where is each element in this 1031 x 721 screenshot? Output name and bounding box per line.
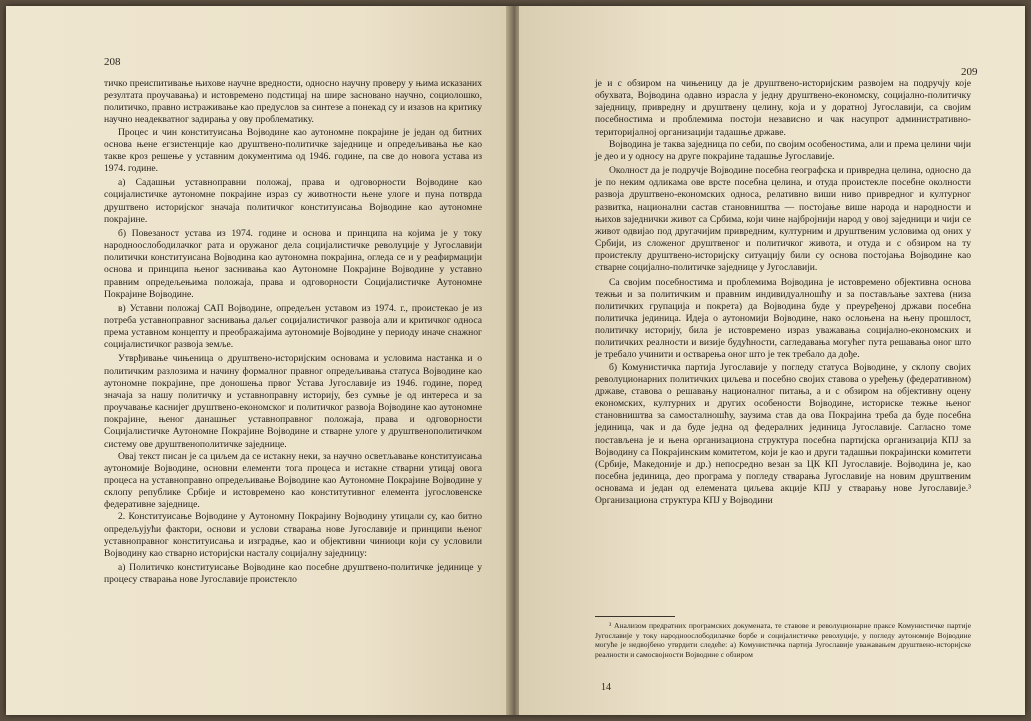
paragraph: 2. Конституисање Војводине у Аутономну Покрајину Војводину утицали су, као битно опредељујући фактори, основи и услови стварања нове Југославије и принципи њеног уставноправног конституисања и изградње, као и објективни чиниоци који су условили Војводину као стварно историјски насталу социјалну заједницу: — [104, 511, 482, 559]
book-spread — [6, 6, 1025, 715]
left-page — [6, 6, 512, 715]
paragraph: а) Политичко конституисање Војводине као посебне друштвено-политичке јединице у процесу стварања нове Југославије проистекло — [104, 562, 482, 586]
left-page-body — [104, 78, 482, 586]
paragraph: је и с обзиром на чињеницу да је друштвено-историјским развојем на подручју које обухвата, Војводина одавно израсла у једну друштвено-економску, социјално-политичку заједницу, привредну и друштвену целину, која и у доратној Југославији, са својим посебностима и проблемима постоји независно и чак насупрот административно-територијалној организацији тадашње државе. — [595, 78, 971, 138]
paragraph: Овај текст писан је са циљем да се истакну неки, за научно осветљавање конституисања аутономије Војводине, основни елементи тога процеса и истакне стварни утицај овога процеса на уставноправно опредељивање Војводине као Аутономне Покрајине Војводине у склопу републике Србије и истовремено као конститутивног елемента југословенске федеративне заједнице. — [104, 450, 482, 511]
paragraph: Околност да је подручје Војводине посебна географска и привредна целина, односно да је по неким одликама ове врсте посебна целина, и отуда проистекле посебне околности развоја друштвено-економских односа, релативно виши ниво привредног и културног развитка, национални састав становништва — постојање више народа и народности и њихов заједнички живот са Србима, који чине најбројнији народ у овој заједници и чији се живот одвијао под другачијим привредним, културним и друштвеним условима од оних у Србији, из сложеног друштвеног и политичког живота, и отуда и с обзиром на ту проистеклу друштвено-историјску ситуацију били су основа постојања Војводине као стварне социјално-политичке заједнице у Југославији. — [595, 165, 971, 274]
paragraph: в) Уставни положај САП Војводине, опредељен уставом из 1974. г., проистекао је из потреба уставноправног заснивања даљег социјалистичког развоја али и критичког односа према уставном концепту и преображајима аутономије Војводине у периоду иначе снажног социјалистичког развоја земље. — [104, 302, 482, 351]
right-page — [519, 6, 1025, 715]
paragraph: а) Садашњи уставноправни положај, права и одговорности Војводине као социјалистичке аутономне покрајине израз су животности њене улоге и пуна потврда друштвено историјског значаја политичког конституисања Војводине као аутономне покрајине. — [104, 177, 482, 225]
paragraph: б) Комунистичка партија Југославије у погледу статуса Војводине, у склопу својих револуционарних политичких циљева и посебно својих ставова о уређењу (федеративном) државе, ставова о решавању националног питања, а и с обзиром на објективну оцену економских, културних и других особености Војводине, историске тежње њеног становништва за самосталношћу, заузима став да ова Покрајина треба да буде посебна јединица, чак и да буде једна од федералних јединица Југославије. Сагласно томе постављена је и њена организациона структура посебна партијска организација КПЈ за Војводину са Покрајинским комитетом, који је као и други тадашњи покрајински комитети (Србије, Македоније и др.) непосредно везан за ЦК КП Југославије. Војводина је, као посебна јединица, део програма у погледу стварања Југославије на новим друштвеним основама и један од елемената циљева акције КПЈ у стварању нове Југославије.³ Организациона структура КПЈ у Војводини — [595, 361, 971, 507]
page-number-left: 208 — [104, 56, 121, 68]
paragraph: б) Повезаност устава из 1974. године и основа и принципа на којима је у току народноослободилачког рата и оружаног дела социјалистичке револуције у Југославији политички конституисана Војводина као аутономна покрајина, огледа се и у реафирмацији основа и принципа њеног заснивања као Аутономне Покрајине Војводине у уставно правним опредељењима положаја, права и одговорности Социјалистичке Аутономне Покрајине Војводине. — [104, 227, 482, 300]
footnote-rule — [595, 616, 675, 617]
paragraph: Војводина је таква заједница по себи, по својим особеностима, али и према целини чији је део и у односу на друге покрајине тадашње Југославије. — [595, 138, 971, 162]
footnote: ³ Анализом предратних програмских докумената, те ставове и револуционарне праксе Комунистичке партије Југославије у току народноослободилачке борбе и социјалистичке револуције, у погледу аутономије Војводине могуће је недвојбено утврдити следеће: а) Комунистичка партија Југославије уважавањем друштвено-историјске реалности и самосвојности Војводине с обзиром — [595, 621, 971, 659]
paragraph: Процес и чин конституисања Војводине као аутономне покрајине је један од битних основа њене егзистенције као друштвено-политичке заједнице и опредељивања ње као такве кроз решење у уставним документима од 1946. године, па све до новога устава из 1974. године. — [104, 126, 482, 175]
signature-mark: 14 — [601, 682, 611, 693]
page-number-right: 209 — [961, 66, 978, 78]
right-page-body — [595, 78, 971, 507]
paragraph: Са својим посебностима и проблемима Војводина је истовремено објективна основа тежњи и за политичким и правним индивидуалношћу и за постављање захтева (низа политичких групација и покрета) да Војводина буде у преуређеној држави посебна политичка јединица. Идеја о аутономији Војводине, нако ослоњена на њену прошлост, политичку историју, била је истовремено израз уважавања социјално-економских и политичких реалности и визије будућности, сагледавања могућег пута решавања оног што је требало учинити и остварења оног што је тек требало да дође. — [595, 276, 971, 361]
paragraph: Утврђивање чињеница о друштвено-историјским основама и условима настанка и о политичким разлозима и начину формалног правног опредељивања статуса Војводине као аутономне покрајине, пре доношења првог Устава Југославије из 1946. године, поред значаја за нашу политичку и уставноправну историју, без сумње је од интереса и за проучавање каснијег друштвено-економског и политичког развоја Војводине као аутономне покрајине, њеног данашњег уставноправног положаја, права и одговорности Социјалистичке Аутономне Покрајине Војводине и стварне улоге у друштвенополитичком систему ове друштвенополитичке заједнице. — [104, 353, 482, 450]
paragraph: тичко преиспитивање њихове научне вредности, односно научну проверу у њима исказаних резултата проучавања) и истовремено подстицај на шире засновано научно, социолошко, политичко, правно истраживање као предуслов за синтезе а понекад су и изазов на критику научно неадекватног задирања у ову проблематику. — [104, 78, 482, 126]
